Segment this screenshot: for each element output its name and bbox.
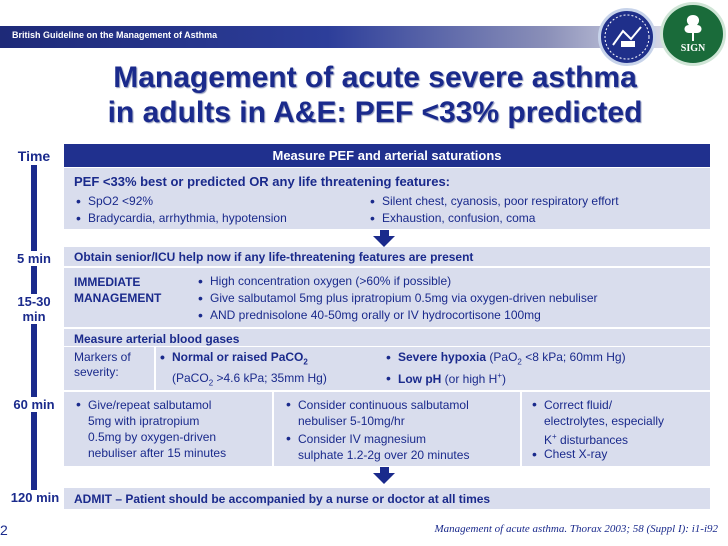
severe-hypoxia-text: Severe hypoxia: [398, 350, 487, 364]
time-120min: 120 min: [6, 490, 64, 505]
col2-line: • Consider continuous salbutamol: [298, 398, 469, 412]
ph-post: ): [502, 372, 507, 386]
immediate-label-line1: IMMEDIATE: [74, 275, 141, 289]
k-post: disturbances: [556, 433, 629, 447]
col1-line: 5mg with ipratropium: [88, 414, 200, 428]
severe-hypoxia-item: [398, 350, 626, 366]
correct-fluid-item: [544, 397, 664, 448]
divider: [520, 392, 522, 467]
flow-arrow-icon: [373, 236, 395, 247]
header-text: British Guideline on the Management of Asthma: [12, 30, 218, 40]
sign-logo: [660, 2, 726, 66]
low-ph-item: [398, 371, 506, 386]
list-item: • Give salbutamol 5mg plus ipratropium 0.5mg via oxygen-driven nebuliser: [210, 291, 598, 305]
time-15-30-line1: 15-30: [17, 294, 51, 309]
crest-icon: [601, 11, 653, 63]
list-item: • SpO2 <92%: [88, 194, 153, 208]
senior-help-box: [64, 247, 710, 267]
immediate-management-label: [74, 274, 161, 306]
crest-logo: [598, 8, 656, 66]
normal-paco2-item: [172, 350, 308, 366]
col2-line: sulphate 1.2-2g over 20 minutes: [298, 448, 470, 462]
col2-line: • Consider IV magnesium: [298, 432, 427, 446]
low-ph-text: Low pH: [398, 372, 442, 386]
time-15-30-line2: min: [22, 309, 46, 324]
senior-help-text: Obtain senior/ICU help now if any life-threatening features are present: [74, 250, 474, 264]
immediate-label-line2: MANAGEMENT: [74, 291, 162, 305]
arterial-gases-box: [64, 329, 710, 391]
repeat-salbutamol-item: [88, 397, 226, 461]
admit-box: [64, 488, 710, 510]
col2-line: nebuliser 5-10mg/hr: [298, 414, 405, 428]
list-item: • Silent chest, cyanosis, poor respiratory effort: [382, 194, 619, 208]
divider: [272, 392, 274, 467]
measure-pef-bar: [64, 144, 710, 167]
col1-line: • Give/repeat salbutamol: [88, 398, 212, 412]
hypoxia-post: <8 kPa; 60mm Hg): [521, 350, 626, 364]
sign-logo-text: SIGN: [680, 43, 706, 54]
admit-text: ADMIT – Patient should be accompanied by a nurse or doctor at all times: [74, 492, 491, 506]
col3-line: [544, 429, 664, 448]
immediate-management-box: [64, 268, 710, 328]
normal-paco2-range: [172, 371, 327, 387]
markers-line1: Markers of: [74, 350, 131, 364]
time-60min: 60 min: [6, 397, 62, 412]
normal-paco2-sub: 2: [303, 357, 308, 367]
life-threatening-box: [64, 168, 710, 230]
arterial-gases-heading: Measure arterial blood gases: [74, 332, 240, 346]
time-5min: 5 min: [8, 251, 60, 266]
col3-line: • Correct fluid/: [544, 398, 613, 412]
flow-arrow-icon: [373, 473, 395, 484]
chest-xray-item: • Chest X-ray: [544, 447, 607, 461]
range-pre: (PaCO: [172, 371, 209, 385]
life-threatening-heading: PEF <33% best or predicted OR any life threatening features:: [74, 174, 451, 189]
list-item: • Exhaustion, confusion, coma: [382, 211, 535, 225]
title-line-1: Management of acute severe asthma: [113, 61, 637, 94]
col1-line: nebuliser after 15 minutes: [88, 446, 227, 460]
timeline-bar: [31, 165, 37, 492]
measure-pef-text: Measure PEF and arterial saturations: [272, 148, 502, 163]
col1-line: 0.5mg by oxygen-driven: [88, 430, 217, 444]
hypoxia-sub: 2: [517, 357, 522, 367]
ph-sup: +: [497, 371, 503, 380]
col3-line: electrolytes, especially: [544, 414, 665, 428]
markers-line2: severity:: [74, 365, 119, 379]
range-sub: 2: [208, 378, 214, 388]
continuous-salbutamol-item: [298, 397, 469, 429]
time-label: Time: [10, 148, 58, 164]
further-management-box: [64, 392, 710, 467]
list-item: • Bradycardia, arrhythmia, hypotension: [88, 211, 287, 225]
iv-magnesium-item: [298, 431, 469, 463]
page-title: [30, 60, 720, 130]
time-15-30min: [8, 294, 60, 324]
hypoxia-pre: (PaO: [486, 350, 518, 364]
title-line-2: in adults in A&E: PEF <33% predicted: [107, 96, 643, 129]
thistle-icon: [663, 7, 723, 47]
page-number: 2: [0, 522, 8, 538]
list-item: • AND prednisolone 40-50mg orally or IV hydrocortisone 100mg: [210, 308, 541, 322]
k-text: K: [544, 433, 553, 447]
citation: Management of acute asthma. Thorax 2003; 58 (Suppl I): i1-i92: [434, 523, 718, 535]
range-post: >4.6 kPa; 35mm Hg): [213, 371, 327, 385]
k-sup: +: [552, 432, 557, 441]
normal-paco2-text: Normal or raised PaCO: [172, 350, 304, 364]
divider: [154, 347, 156, 391]
divider: [64, 346, 710, 347]
list-item: • High concentration oxygen (>60% if possible): [210, 274, 451, 288]
markers-of-severity-label: [74, 350, 131, 380]
ph-pre: (or high H: [441, 372, 498, 386]
